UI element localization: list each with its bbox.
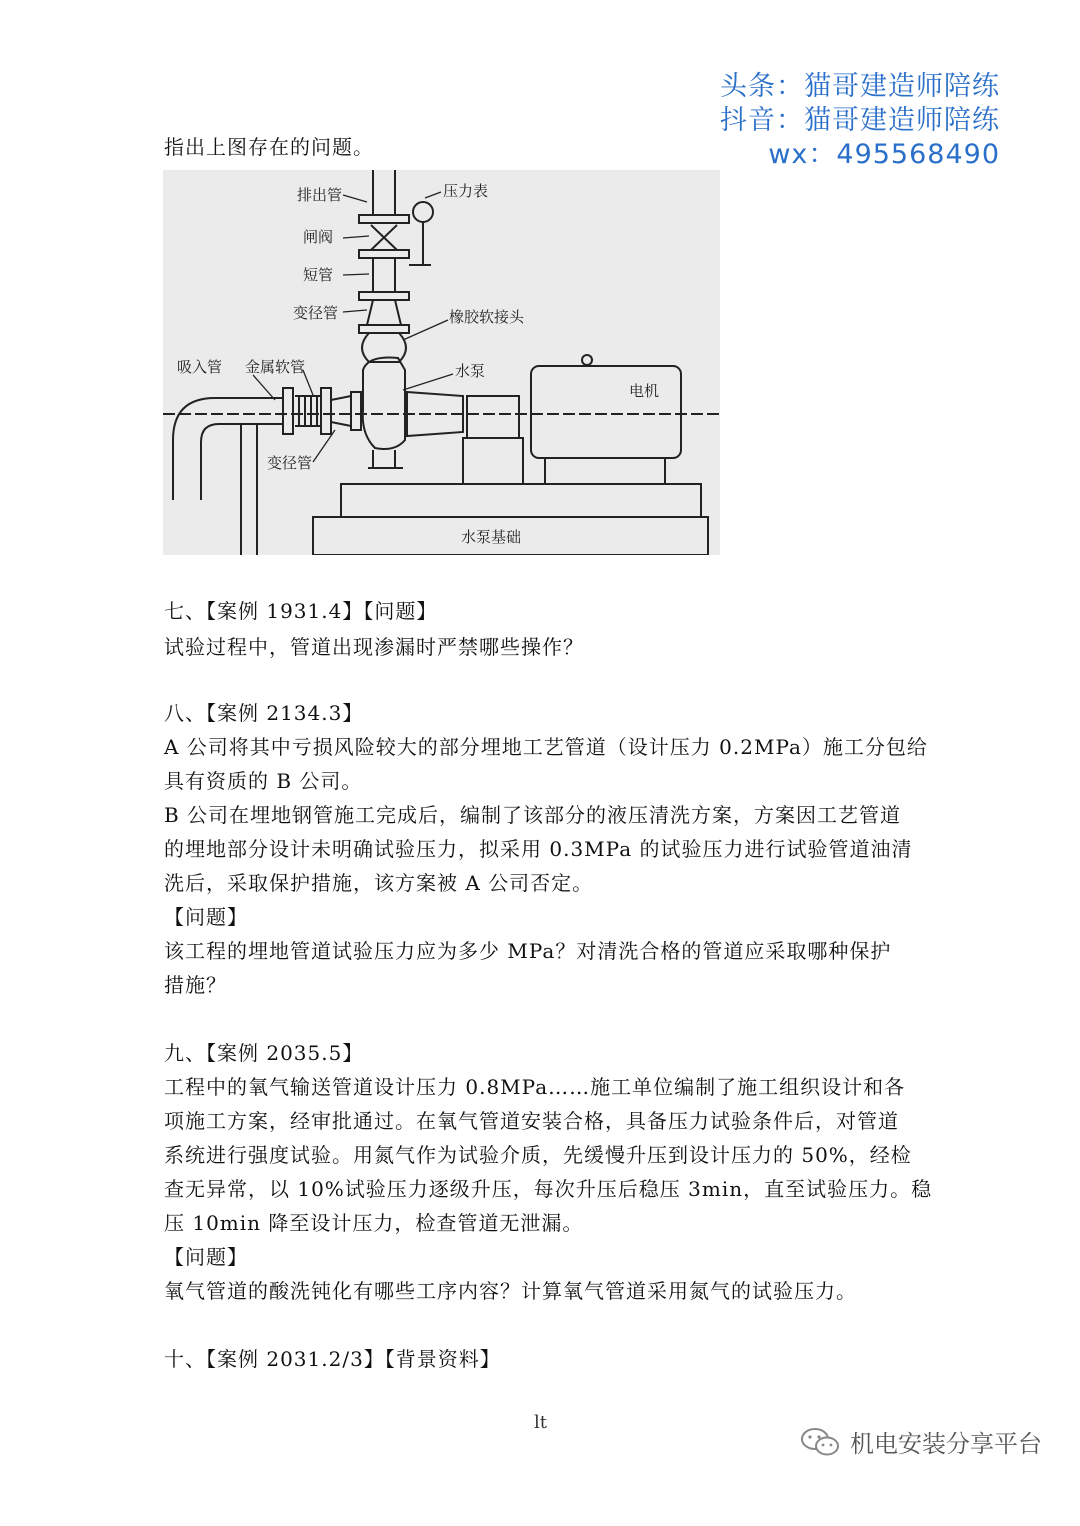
- motor-body: [531, 366, 681, 458]
- section-8-question-2: 措施？: [164, 973, 227, 997]
- upper-reducer-flange: [359, 325, 409, 333]
- section-8-question-label: 【问题】: [164, 905, 248, 929]
- label-rubber-joint: 橡胶软接头: [449, 308, 525, 326]
- section-9-question-label: 【问题】: [164, 1245, 248, 1269]
- label-gate-valve: 闸阀: [303, 228, 334, 246]
- label-reducer-bottom: 变径管: [267, 454, 313, 472]
- suction-flange: [283, 388, 293, 434]
- label-pressure-gauge: 压力表: [443, 182, 489, 200]
- section-8-heading: 八、【案例 2134.3】: [164, 701, 364, 725]
- foundation-plinth: [341, 484, 701, 517]
- intro-text: 指出上图存在的问题。: [164, 135, 374, 159]
- label-foundation: 水泵基础: [461, 528, 522, 546]
- motor-eye-bolt: [582, 355, 592, 365]
- pump-diagram: [163, 170, 720, 555]
- valve-flange: [359, 250, 409, 258]
- hose-flange: [321, 388, 331, 434]
- section-8-line-4: 的埋地部分设计未明确试验压力，拟采用 0.3MPa 的试验压力进行试验管道油清: [164, 837, 913, 861]
- pressure-gauge-dial: [413, 202, 433, 222]
- discharge-flange: [359, 215, 409, 223]
- wechat-icon: [800, 1426, 840, 1458]
- section-8-line-3: B 公司在埋地钢管施工完成后，编制了该部分的液压清洗方案，方案因工艺管道: [164, 803, 902, 827]
- label-motor: 电机: [629, 382, 660, 400]
- page-number: lt: [534, 1412, 547, 1433]
- footer-text: 机电安装分享平台: [850, 1430, 1042, 1458]
- section-9-line-3: 系统进行强度试验。用氮气作为试验介质，先缓慢升压到设计压力的 50%，经检: [164, 1143, 912, 1167]
- section-9-line-5: 压 10min 降至设计压力，检查管道无泄漏。: [164, 1211, 584, 1235]
- section-10-heading: 十、【案例 2031.2/3】【背景资料】: [164, 1347, 501, 1371]
- footer-brand: [800, 1424, 1042, 1459]
- watermark-line-3: wx：495568490: [768, 139, 1000, 170]
- watermark-line-2: 抖音：猫哥建造师陪练: [720, 105, 1000, 136]
- label-metal-hose: 金属软管: [245, 358, 306, 376]
- label-reducer-top: 变径管: [293, 304, 339, 322]
- short-pipe-flange: [359, 292, 409, 300]
- section-9-line-4: 查无异常，以 10%试验压力逐级升压，每次升压后稳压 3min，直至试验压力。稳: [164, 1177, 933, 1201]
- pump-installation-figure: [163, 170, 720, 555]
- upper-reducer-shape: [367, 300, 401, 325]
- watermark-line-1: 头条：猫哥建造师陪练: [720, 71, 1000, 102]
- gate-valve-shape: [371, 225, 397, 250]
- section-8-line-2: 具有资质的 B 公司。: [164, 769, 363, 793]
- coupling-guard: [467, 396, 519, 438]
- reducer-flange: [351, 392, 361, 430]
- section-8-line-1: A 公司将其中亏损风险较大的部分埋地工艺管道（设计压力 0.2MPa）施工分包给: [164, 735, 928, 759]
- section-7-heading: 七、【案例 1931.4】【问题】: [164, 599, 438, 623]
- coupling-base: [463, 438, 523, 484]
- section-9-heading: 九、【案例 2035.5】: [164, 1041, 364, 1065]
- label-pump: 水泵: [455, 362, 486, 380]
- section-9-line-2: 项施工方案，经审批通过。在氧气管道安装合格，具备压力试验条件后，对管道: [164, 1109, 899, 1133]
- section-8-line-5: 洗后，采取保护措施，该方案被 A 公司否定。: [164, 871, 594, 895]
- section-9-line-1: 工程中的氧气输送管道设计压力 0.8MPa……施工单位编制了施工组织设计和各: [164, 1075, 906, 1099]
- label-short-pipe: 短管: [303, 266, 334, 284]
- motor-base: [545, 458, 665, 484]
- reducer-shape: [331, 396, 351, 426]
- pump-volute: [363, 358, 405, 450]
- metal-hose-shape: [295, 396, 321, 426]
- section-9-question-1: 氧气管道的酸洗钝化有哪些工序内容？计算氧气管道采用氮气的试验压力。: [164, 1279, 857, 1303]
- label-suction-pipe: 吸入管: [177, 358, 223, 376]
- label-discharge-pipe: 排出管: [297, 186, 343, 204]
- section-8-question-1: 该工程的埋地管道试验压力应为多少 MPa？对清洗合格的管道应采取哪种保护: [164, 939, 892, 963]
- section-7-question: 试验过程中，管道出现渗漏时严禁哪些操作？: [164, 635, 584, 659]
